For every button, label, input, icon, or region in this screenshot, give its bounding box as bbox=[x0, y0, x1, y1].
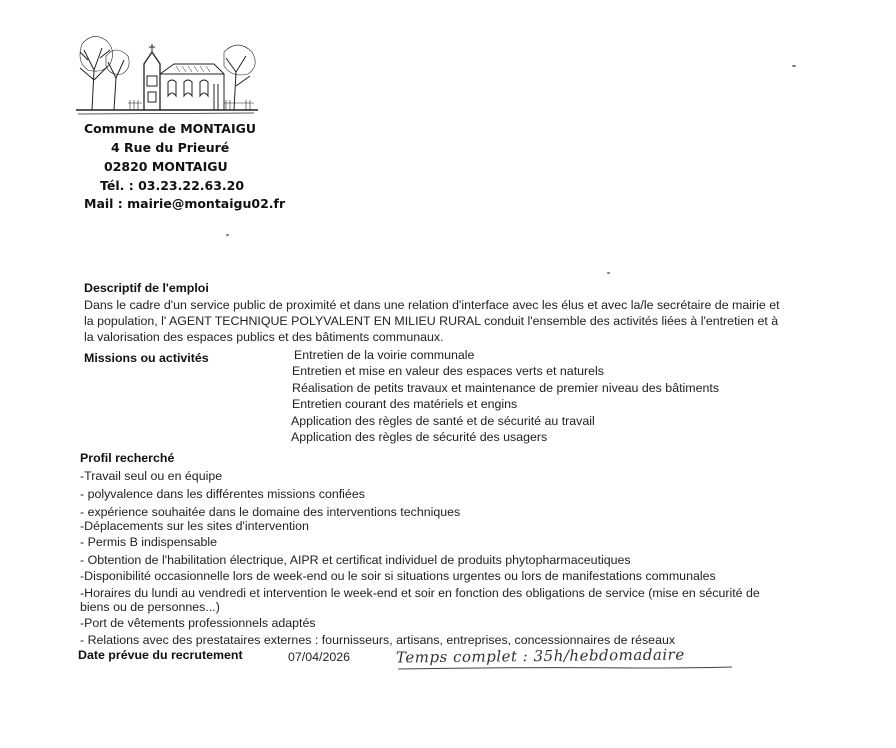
commune-city: 02820 MONTAIGU bbox=[104, 159, 228, 174]
list-item: Entretien et mise en valeur des espaces verts et naturels bbox=[292, 364, 604, 378]
church-sketch-icon bbox=[74, 30, 260, 116]
list-item: -Disponibilité occasionnelle lors de week-end ou le soir si situations urgentes ou lors de manifestations communales bbox=[80, 569, 716, 583]
missions-heading: Missions ou activités bbox=[84, 351, 209, 365]
list-item: - Permis B indispensable bbox=[80, 535, 218, 549]
commune-street: 4 Rue du Prieuré bbox=[111, 140, 230, 155]
commune-name: Commune de MONTAIGU bbox=[84, 121, 257, 136]
descriptif-heading: Descriptif de l'emploi bbox=[84, 281, 209, 295]
commune-mail: Mail : mairie@montaigu02.fr bbox=[84, 196, 286, 211]
handwritten-underline bbox=[396, 664, 736, 672]
list-item: - expérience souhaitée dans le domaine des interventions techniques bbox=[80, 505, 461, 519]
list-item: Application des règles de sécurité des usagers bbox=[291, 430, 548, 444]
list-item: - Obtention de l'habilitation électrique, AIPR et certificat individuel de produits phytopharmaceutiques bbox=[80, 553, 631, 567]
descriptif-line: Dans le cadre d'un service public de proximité et dans une relation d'interface avec les élus et avec la/le secrétaire de mairie et bbox=[84, 298, 780, 312]
profil-heading: Profil recherché bbox=[80, 451, 175, 465]
list-item: Application des règles de santé et de sécurité au travail bbox=[291, 414, 595, 428]
list-item: - Relations avec des prestataires externes : fournisseurs, artisans, entreprises, concessionnaires de réseaux bbox=[80, 633, 676, 647]
recrutement-date: 07/04/2026 bbox=[288, 650, 351, 664]
list-item: -Port de vêtements professionnels adaptés bbox=[80, 616, 316, 630]
list-item: -Travail seul ou en équipe bbox=[80, 469, 223, 483]
descriptif-line: la population, l' AGENT TECHNIQUE POLYVALENT EN MILIEU RURAL conduit l'ensemble des activités liées à l'entretien et à bbox=[84, 314, 779, 328]
descriptif-line: la valorisation des espaces publics et des bâtiments communaux. bbox=[84, 330, 444, 344]
list-item: Entretien courant des matériels et engins bbox=[292, 397, 518, 411]
recrutement-label: Date prévue du recrutement bbox=[78, 648, 243, 662]
list-item: biens ou de personnes...) bbox=[80, 600, 220, 614]
list-item: Entretien de la voirie communale bbox=[294, 348, 475, 362]
scan-speck bbox=[607, 272, 610, 274]
scan-speck bbox=[792, 65, 796, 67]
list-item: -Déplacements sur les sites d'intervention bbox=[80, 519, 309, 533]
list-item: - polyvalence dans les différentes missions confiées bbox=[80, 487, 365, 501]
handwritten-note: Temps complet : 35h/hebdomadaire bbox=[395, 645, 685, 667]
scan-speck bbox=[226, 234, 229, 236]
list-item: Réalisation de petits travaux et maintenance de premier niveau des bâtiments bbox=[292, 381, 720, 395]
list-item: -Horaires du lundi au vendredi et intervention le week-end et soir en fonction des obligations de service (mise en sécurité de bbox=[80, 586, 760, 600]
commune-phone: Tél. : 03.23.22.63.20 bbox=[100, 178, 245, 193]
